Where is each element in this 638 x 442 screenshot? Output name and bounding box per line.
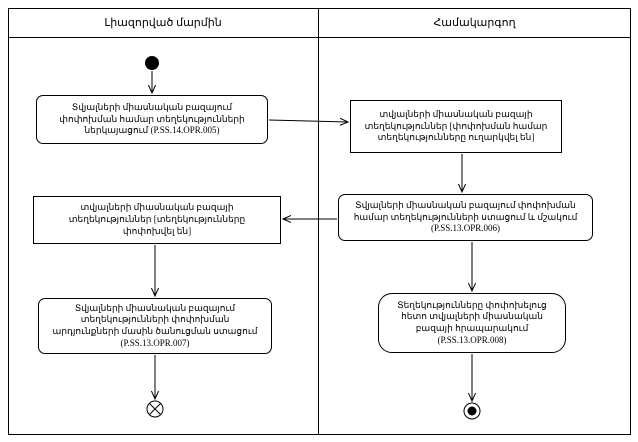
object-node-info-changed: տվյալների միասնական բազայի տեղեկություններ [տեղեկությունները փոփոխվել են] (33, 196, 281, 244)
lane-title-authorized-body: Լիազորված մարմին (104, 17, 222, 29)
action-node-receive-notification: Տվյալների միասնական բազայում տեղեկությունների փոփոխման արդյունքների մասին ծանուցման ստացում (P.SS.13.OPR.007) (38, 298, 272, 354)
lane-title-coordinator: Համակարգող (433, 17, 516, 29)
action-node-publish-db: Տեղեկությունները փոփոխելուց հետո տվյալների միասնական բազայի հրապարակում (P.SS.13.OPR.008) (378, 293, 566, 353)
swimlane-divider (318, 8, 319, 435)
lane-header-divider (8, 37, 631, 38)
action-node-receive-process: Տվյալների միասնական բազայում փոփոխման համար տեղեկությունների ստացում և մշակում (P.SS.13.OPR.006) (338, 194, 593, 241)
object-node-info-sent: տվյալների միասնական բազայի տեղեկություններ [փոփոխման համար տեղեկությունները ուղարկվել են] (350, 100, 562, 153)
action-node-submit-info: Տվյալների միասնական բազայում փոփոխման համար տեղեկությունների ներկայացում (P.SS.14.OPR.005) (36, 95, 268, 144)
